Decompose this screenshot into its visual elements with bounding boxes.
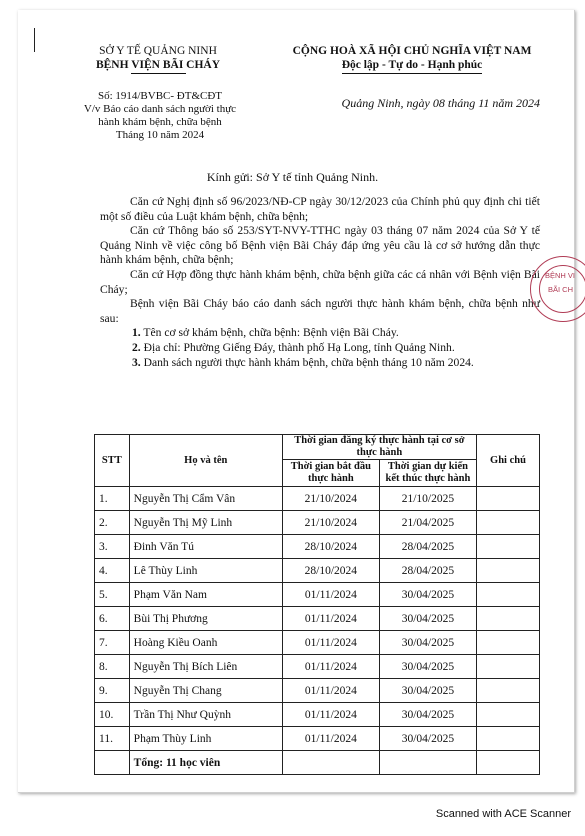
table-row	[95, 655, 540, 679]
row-end-date: 30/04/2025	[379, 727, 476, 751]
row-end-date: 21/04/2025	[379, 511, 476, 535]
row-note	[476, 727, 539, 751]
recipient: Kính gửi: Sở Y tế tỉnh Quảng Ninh.	[206, 170, 379, 184]
total-stt	[95, 751, 130, 775]
total-empty-cell	[379, 751, 476, 775]
table-row	[95, 703, 540, 727]
list-item-text: Tên cơ sở khám bệnh, chữa bệnh: Bệnh viện Bãi Cháy.	[140, 326, 399, 340]
issuer-underline	[131, 73, 186, 74]
table-row	[95, 727, 540, 751]
row-name: Nguyễn Thị Bích Liên	[129, 655, 282, 679]
scanner-watermark: Scanned with ACE Scanner	[435, 808, 571, 820]
hospital-name: BỆNH VIỆN BÃI CHÁY	[95, 59, 221, 71]
subject-line: V/v Báo cáo danh sách người thực	[83, 103, 237, 115]
row-stt: 7.	[95, 631, 130, 655]
header-period: Thời gian đăng ký thực hành tại cơ sở thực hành	[282, 435, 476, 460]
motto: Độc lập - Tự do - Hạnh phúc	[341, 59, 483, 71]
row-stt: 10.	[95, 703, 130, 727]
paragraph: Căn cứ Nghị định số 96/2023/NĐ-CP ngày 30/12/2023 của Chính phủ quy định chi tiết một số điều của Luật khám bệnh, chữa bệnh;	[100, 195, 540, 223]
national-heading	[262, 44, 562, 74]
row-name: Nguyễn Thị Mỹ Linh	[129, 511, 282, 535]
list-item-number: 3.	[132, 355, 141, 369]
row-stt: 6.	[95, 607, 130, 631]
row-note	[476, 535, 539, 559]
row-stt: 11.	[95, 727, 130, 751]
row-start-date: 28/10/2024	[282, 535, 379, 559]
row-start-date: 01/11/2024	[282, 679, 379, 703]
document-body	[100, 195, 540, 370]
table-row	[95, 607, 540, 631]
row-start-date: 01/11/2024	[282, 703, 379, 727]
row-start-date: 21/10/2024	[282, 511, 379, 535]
place-date: Quảng Ninh, ngày 08 tháng 11 năm 2024	[341, 96, 540, 110]
row-name: Phạm Văn Nam	[129, 583, 282, 607]
motto-underline	[342, 73, 482, 74]
issuer-block	[68, 44, 248, 74]
paragraph: Căn cứ Hợp đồng thực hành khám bệnh, chữa bệnh giữa các cá nhân với Bệnh viện Bãi Cháy;	[100, 267, 540, 296]
table-row	[95, 511, 540, 535]
list-item	[100, 356, 540, 371]
total-label: Tổng: 11 học viên	[129, 751, 282, 775]
list-item	[100, 326, 540, 341]
document-number: Số: 1914/BVBC- ĐT&CĐT	[97, 90, 223, 102]
table-row	[95, 487, 540, 511]
row-start-date: 01/11/2024	[282, 607, 379, 631]
row-end-date: 30/04/2025	[379, 631, 476, 655]
agency-name: SỞ Y TẾ QUẢNG NINH	[99, 45, 217, 57]
row-end-date: 28/04/2025	[379, 535, 476, 559]
row-note	[476, 511, 539, 535]
table-row	[95, 631, 540, 655]
row-name: Phạm Thùy Linh	[129, 727, 282, 751]
row-stt: 5.	[95, 583, 130, 607]
header-stt: STT	[95, 435, 130, 487]
table-body	[95, 487, 540, 775]
row-stt: 2.	[95, 511, 130, 535]
row-end-date: 30/04/2025	[379, 583, 476, 607]
row-end-date: 21/10/2025	[379, 487, 476, 511]
list-item-text: Địa chỉ: Phường Giếng Đáy, thành phố Hạ Long, tỉnh Quảng Ninh.	[140, 340, 455, 354]
row-note	[476, 631, 539, 655]
paragraph: Bệnh viện Bãi Cháy báo cáo danh sách người thực hành khám bệnh, chữa bệnh như sau:	[100, 297, 540, 325]
row-note	[476, 487, 539, 511]
list-item	[100, 341, 540, 356]
row-name: Trần Thị Như Quỳnh	[129, 703, 282, 727]
nation-name: CỘNG HOÀ XÃ HỘI CHỦ NGHĨA VIỆT NAM	[292, 45, 532, 57]
row-start-date: 21/10/2024	[282, 487, 379, 511]
row-start-date: 01/11/2024	[282, 727, 379, 751]
row-note	[476, 559, 539, 583]
row-stt: 3.	[95, 535, 130, 559]
row-end-date: 28/04/2025	[379, 559, 476, 583]
row-stt: 1.	[95, 487, 130, 511]
row-name: Hoàng Kiều Oanh	[129, 631, 282, 655]
paragraph: Căn cứ Thông báo số 253/SYT-NVY-TTHC ngày 03 tháng 07 năm 2024 của Sở Y tế Quảng Ninh về việc công bố Bệnh viện Bãi Cháy đáp ứng yêu cầu là cơ sở hướng dẫn thực hành khám bệnh, chữa bệnh;	[100, 224, 540, 267]
table-row	[95, 559, 540, 583]
row-note	[476, 655, 539, 679]
table-row	[95, 583, 540, 607]
row-end-date: 30/04/2025	[379, 655, 476, 679]
row-start-date: 01/11/2024	[282, 583, 379, 607]
subject-line: Tháng 10 năm 2024	[115, 129, 205, 141]
document-number-block	[60, 90, 260, 142]
row-stt: 8.	[95, 655, 130, 679]
header-start: Thời gian bắt đầu thực hành	[282, 460, 379, 487]
table-row	[95, 535, 540, 559]
row-start-date: 01/11/2024	[282, 655, 379, 679]
row-end-date: 30/04/2025	[379, 679, 476, 703]
row-end-date: 30/04/2025	[379, 607, 476, 631]
subject-line: hành khám bệnh, chữa bệnh	[98, 116, 222, 128]
row-start-date: 28/10/2024	[282, 559, 379, 583]
header-name: Họ và tên	[129, 435, 282, 487]
list-item-number: 2.	[132, 340, 141, 354]
row-end-date: 30/04/2025	[379, 703, 476, 727]
stamp-text: BÃI CH	[548, 285, 574, 294]
total-row	[95, 751, 540, 775]
row-name: Lê Thùy Linh	[129, 559, 282, 583]
trainee-table	[94, 434, 540, 775]
row-name: Nguyễn Thị Chang	[129, 679, 282, 703]
row-note	[476, 607, 539, 631]
header-end: Thời gian dự kiến kết thúc thực hành	[379, 460, 476, 487]
row-note	[476, 583, 539, 607]
total-empty-cell	[282, 751, 379, 775]
list-item-number: 1.	[132, 326, 141, 340]
stamp-text: BỆNH VI	[545, 271, 576, 280]
row-stt: 4.	[95, 559, 130, 583]
row-note	[476, 679, 539, 703]
total-empty-cell	[476, 751, 539, 775]
margin-mark	[34, 28, 35, 52]
row-stt: 9.	[95, 679, 130, 703]
row-name: Đinh Văn Tú	[129, 535, 282, 559]
row-name: Nguyễn Thị Cẩm Vân	[129, 487, 282, 511]
row-name: Bùi Thị Phương	[129, 607, 282, 631]
list-item-text: Danh sách người thực hành khám bệnh, chữa bệnh tháng 10 năm 2024.	[140, 355, 474, 369]
header-note: Ghi chú	[476, 435, 539, 487]
table-row	[95, 679, 540, 703]
row-note	[476, 703, 539, 727]
row-start-date: 01/11/2024	[282, 631, 379, 655]
